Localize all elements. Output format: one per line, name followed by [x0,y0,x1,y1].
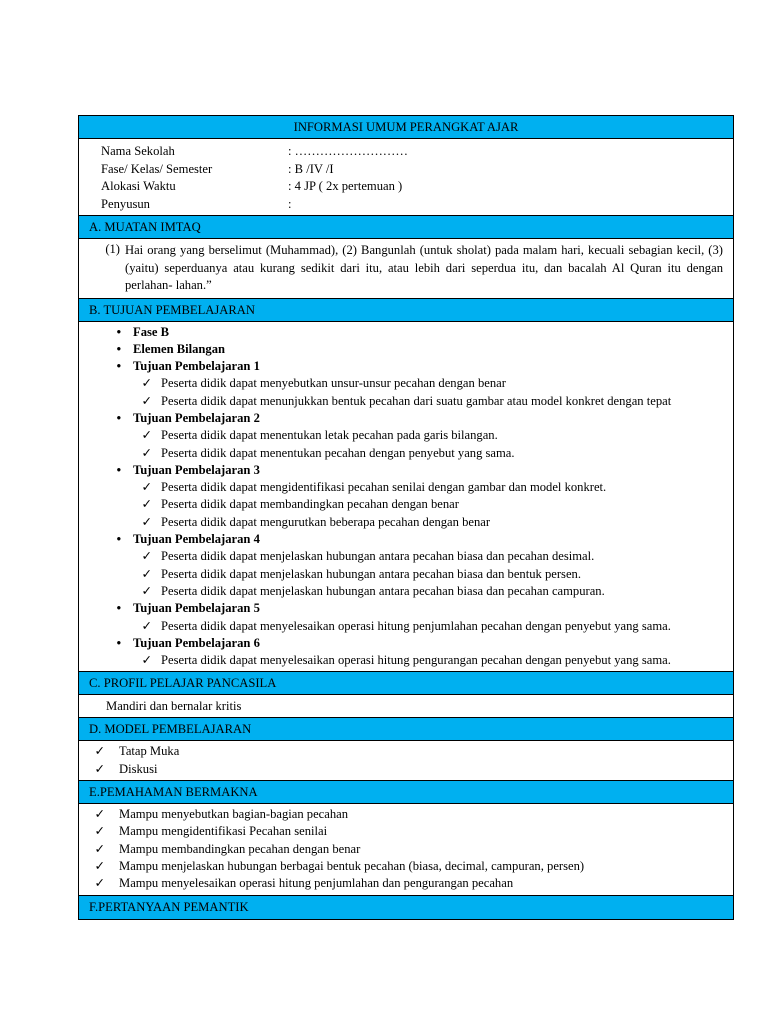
checkmark-icon: ✓ [141,480,152,495]
objective-sub-item [79,496,723,513]
info-row [101,143,733,161]
objective-title: Tujuan Pembelajaran 5 [133,601,260,616]
objective-sub-item [79,427,723,444]
bullet-icon: • [116,635,121,650]
objective-sub-text: Peserta didik dapat menyelesaikan operasi hitung penjumlahan pecahan dengan penyebut yang sama. [161,618,671,633]
info-row [101,196,733,214]
bullet-icon: • [116,359,121,374]
objective-sub-item [79,583,723,600]
bullet-icon: • [116,532,121,547]
objective-sub-text: Peserta didik dapat menyelesaikan operasi hitung pengurangan pecahan dengan penyebut yang sama. [161,653,671,668]
objective-item [79,462,723,479]
section-a-content [79,239,733,299]
checkmark-icon: ✓ [141,618,152,633]
objective-item [79,635,723,652]
objective-title: Tujuan Pembelajaran 6 [133,635,260,650]
list-item-text: Mampu menyebutkan bagian-bagian pecahan [119,807,349,822]
objective-sub-item [79,514,723,531]
section-f-heading: F.PERTANYAAN PEMANTIK [79,896,733,919]
objective-sub-text: Peserta didik dapat mengidentifikasi pecahan senilai dengan gambar dan model konkret. [161,480,607,495]
info-section [79,139,733,216]
bullet-icon: • [116,601,121,616]
bullet-icon: • [116,462,121,477]
checkmark-icon: ✓ [141,497,152,512]
list-item-text: Mampu menyelesaikan operasi hitung penjumlahan dan pengurangan pecahan [119,876,514,891]
objective-sub-item [79,393,723,410]
info-label: Fase/ Kelas/ Semester [101,161,213,176]
list-item [79,858,723,875]
objective-sub-item [79,445,723,462]
objective-title: Tujuan Pembelajaran 1 [133,359,260,374]
objective-sub-item [79,479,723,496]
section-e-content [79,804,733,895]
list-item [79,806,723,823]
objective-title: Elemen Bilangan [133,341,226,356]
info-value: : 4 JP ( 2x pertemuan ) [288,179,403,193]
checkmark-icon: ✓ [141,549,152,564]
objective-sub-text: Peserta didik dapat menjelaskan hubungan antara pecahan biasa dan pecahan desimal. [161,549,595,564]
objective-sub-text: Peserta didik dapat membandingkan pecahan dengan benar [161,497,459,512]
list-item [79,743,723,760]
checkmark-icon: ✓ [141,445,152,460]
checkmark-icon: ✓ [141,514,152,529]
info-label: Penyusun [101,196,150,211]
checkmark-icon: ✓ [94,876,105,891]
info-label: Nama Sekolah [101,144,175,158]
list-item-text: Mampu menjelaskan hubungan berbagai bentuk pecahan (biasa, decimal, campuran, persen) [119,858,585,873]
checkmark-icon: ✓ [94,841,105,856]
list-item-text: Mampu membandingkan pecahan dengan benar [119,841,361,856]
objective-sub-item [79,618,723,635]
checkmark-icon: ✓ [141,393,152,408]
checkmark-icon: ✓ [141,653,152,668]
checkmark-icon: ✓ [94,807,105,822]
section-a-heading: A. MUATAN IMTAQ [79,216,733,239]
objective-item [79,600,723,617]
checkmark-icon: ✓ [141,428,152,443]
objective-title: Tujuan Pembelajaran 2 [133,410,260,425]
section-d-heading: D. MODEL PEMBELAJARAN [79,718,733,741]
list-item-text: Mampu mengidentifikasi Pecahan senilai [119,824,328,839]
verse-text: Hai orang yang berselimut (Muhammad), (2) Bangunlah (untuk sholat) pada malam hari, kecuali sebagian kecil, (3) (yaitu) seperduanya atau kurang sedikit dari itu, atau lebih dari seperdua itu, dan bacalah Al Quran itu dengan perlahan- lahan.” [125,243,723,292]
verse-number: (1) [105,242,120,256]
list-item [79,823,723,840]
objective-item [79,531,723,548]
objective-title: Tujuan Pembelajaran 4 [133,532,260,547]
info-row [101,161,733,179]
objective-sub-item [79,548,723,565]
info-label: Alokasi Waktu [101,179,176,193]
section-c-content: Mandiri dan bernalar kritis [79,695,733,718]
document-table [78,115,734,920]
objective-item [79,324,723,341]
bullet-icon: • [116,341,121,356]
list-item [79,761,723,778]
objective-sub-text: Peserta didik dapat menentukan letak pecahan pada garis bilangan. [161,428,498,443]
checkmark-icon: ✓ [94,858,105,873]
objective-item [79,341,723,358]
objective-sub-text: Peserta didik dapat menjelaskan hubungan antara pecahan biasa dan bentuk persen. [161,566,581,581]
checkmark-icon: ✓ [94,761,105,776]
objective-sub-text: Peserta didik dapat mengurutkan beberapa pecahan dengan benar [161,514,491,529]
section-b-heading: B. TUJUAN PEMBELAJARAN [79,299,733,322]
checkmark-icon: ✓ [141,566,152,581]
objective-sub-item [79,375,723,392]
objective-sub-item [79,566,723,583]
info-value: : [288,196,292,211]
section-c-heading: C. PROFIL PELAJAR PANCASILA [79,672,733,695]
checkmark-icon: ✓ [94,824,105,839]
objective-sub-text: Peserta didik dapat menentukan pecahan dengan penyebut yang sama. [161,445,515,460]
section-e-heading: E.PEMAHAMAN BERMAKNA [79,781,733,804]
objective-sub-text: Peserta didik dapat menjelaskan hubungan antara pecahan biasa dan pecahan campuran. [161,583,605,598]
bullet-icon: • [116,324,121,339]
objective-sub-text: Peserta didik dapat menyebutkan unsur-unsur pecahan dengan benar [161,376,506,391]
list-item [79,875,723,892]
page-title: INFORMASI UMUM PERANGKAT AJAR [79,116,733,139]
checkmark-icon: ✓ [141,583,152,598]
info-row [101,178,733,196]
bullet-icon: • [116,410,121,425]
objective-item [79,410,723,427]
checkmark-icon: ✓ [141,376,152,391]
objective-sub-text: Peserta didik dapat menunjukkan bentuk pecahan dari suatu gambar atau model konkret dengan tepat [161,393,672,408]
list-item [79,841,723,858]
objective-sub-item [79,652,723,669]
list-item-text: Tatap Muka [119,744,180,759]
info-value: : B /IV /I [288,161,334,176]
info-value: : ……………………… [288,144,408,158]
section-d-content [79,741,733,781]
objective-title: Fase B [133,324,170,339]
list-item-text: Diskusi [119,761,158,776]
checkmark-icon: ✓ [94,744,105,759]
objective-title: Tujuan Pembelajaran 3 [133,462,260,477]
objective-item [79,358,723,375]
section-b-content [79,322,733,673]
